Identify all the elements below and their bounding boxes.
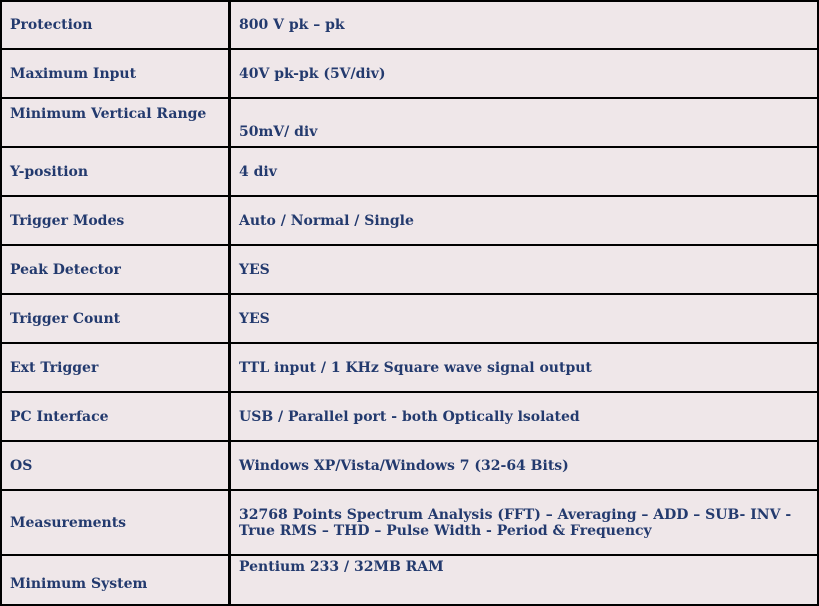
table-row bbox=[0, 491, 819, 556]
spec-value: Windows XP/Vista/Windows 7 (32-64 Bits) bbox=[231, 442, 819, 491]
spec-value: YES bbox=[231, 246, 819, 295]
spec-value: TTL input / 1 KHz Square wave signal output bbox=[231, 344, 819, 393]
spec-label: Maximum Input bbox=[0, 50, 231, 99]
table-row bbox=[0, 344, 819, 393]
table-row bbox=[0, 246, 819, 295]
table-row bbox=[0, 50, 819, 99]
spec-value: 4 div bbox=[231, 148, 819, 197]
spec-value: Auto / Normal / Single bbox=[231, 197, 819, 246]
spec-label: Trigger Modes bbox=[0, 197, 231, 246]
spec-label: Ext Trigger bbox=[0, 344, 231, 393]
spec-value: 32768 Points Spectrum Analysis (FFT) – Averaging – ADD – SUB- INV - True RMS – THD – Pulse Width - Period & Frequency bbox=[231, 491, 819, 556]
spec-label: Peak Detector bbox=[0, 246, 231, 295]
table-row bbox=[0, 295, 819, 344]
table-row bbox=[0, 393, 819, 442]
spec-label: OS bbox=[0, 442, 231, 491]
table-row bbox=[0, 99, 819, 148]
table-row bbox=[0, 556, 819, 606]
table-row bbox=[0, 442, 819, 491]
spec-value: 40V pk-pk (5V/div) bbox=[231, 50, 819, 99]
spec-label: Protection bbox=[0, 0, 231, 50]
spec-value: 800 V pk – pk bbox=[231, 0, 819, 50]
spec-label: Y-position bbox=[0, 148, 231, 197]
spec-value: 50mV/ div bbox=[231, 99, 819, 148]
table-row bbox=[0, 0, 819, 50]
spec-label: Measurements bbox=[0, 491, 231, 556]
spec-label: Trigger Count bbox=[0, 295, 231, 344]
spec-value: USB / Parallel port - both Optically lsolated bbox=[231, 393, 819, 442]
table-row bbox=[0, 148, 819, 197]
spec-value: YES bbox=[231, 295, 819, 344]
spec-label: PC Interface bbox=[0, 393, 231, 442]
spec-label: Minimum Vertical Range bbox=[0, 99, 231, 148]
spec-value: Pentium 233 / 32MB RAM bbox=[231, 556, 819, 606]
table-row bbox=[0, 197, 819, 246]
spec-label: Minimum System bbox=[0, 556, 231, 606]
